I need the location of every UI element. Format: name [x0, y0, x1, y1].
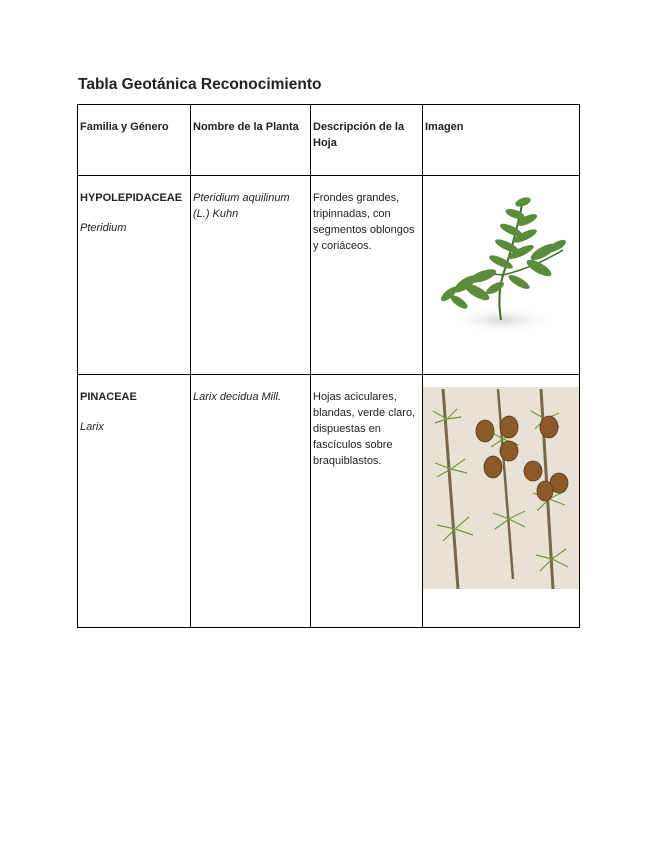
genus-name: Pteridium [80, 222, 127, 234]
image-cell [423, 176, 580, 375]
plant-name-cell [191, 176, 311, 375]
plant-table [77, 104, 580, 628]
family-genus-cell [78, 375, 191, 628]
table-row [78, 375, 580, 628]
larch-branch-with-cones-image [423, 379, 579, 589]
plant-name: Larix decidua Mill. [193, 391, 282, 403]
plant-name-cell [191, 375, 311, 628]
family-genus-cell [78, 176, 191, 375]
family-name: PINACEAE [80, 391, 137, 403]
genus-name: Larix [80, 421, 104, 433]
family-name: HYPOLEPIDACEAE [80, 192, 183, 204]
image-cell [423, 375, 580, 628]
fern-frond-image [423, 180, 579, 350]
leaf-description-cell [311, 176, 423, 375]
plant-name: Pteridium aquilinum (L.) Kuhn [193, 192, 290, 220]
leaf-description-cell [311, 375, 423, 628]
header-family-genus: Familia y Género [78, 105, 191, 176]
header-image: Imagen [423, 105, 580, 176]
table-header-row [78, 105, 580, 176]
header-plant-name: Nombre de la Planta [191, 105, 311, 176]
table-row [78, 176, 580, 375]
leaf-description: Frondes grandes, tripinnadas, con segmentos oblongos y coriáceos. [313, 192, 415, 252]
document-title: Tabla Geotánica Reconocimiento [78, 76, 322, 93]
leaf-description: Hojas aciculares, blandas, verde claro, dispuestas en fascículos sobre braquiblastos. [313, 391, 416, 467]
header-leaf-description: Descripción de la Hoja [311, 105, 423, 176]
